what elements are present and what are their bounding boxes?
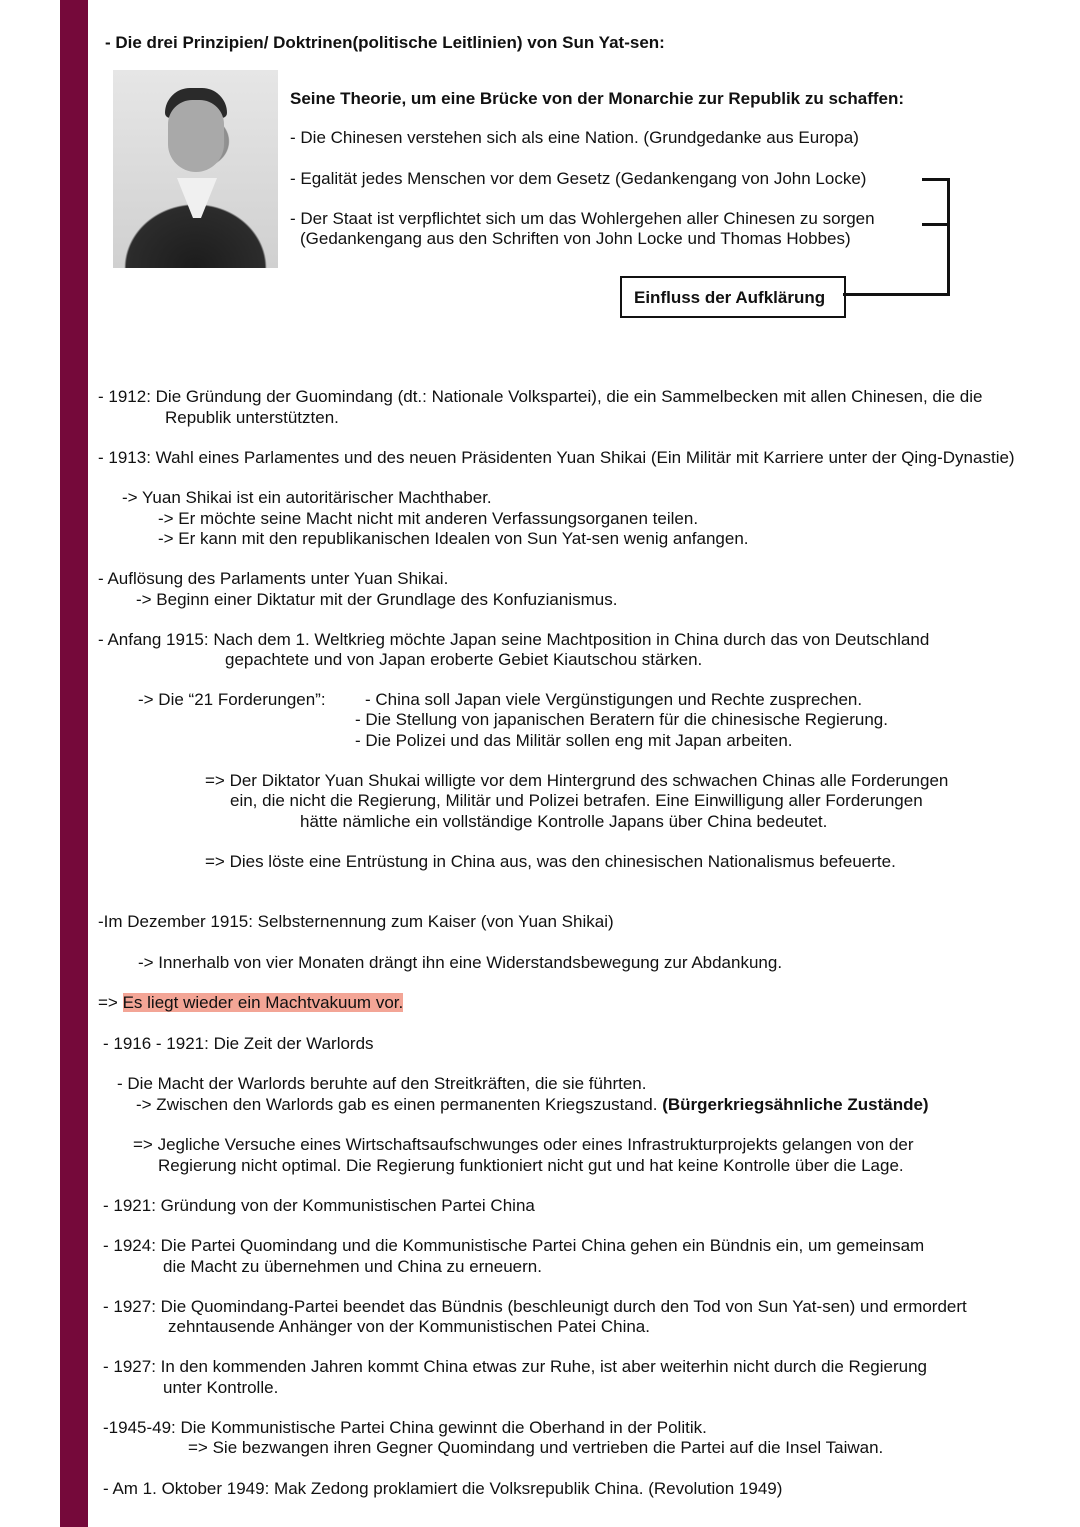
- bold-note: (Bürgerkriegsähnliche Zustände): [662, 1095, 929, 1114]
- timeline-line: -1945-49: Die Kommunistische Partei China gewinnt die Oberhand in der Politik.: [103, 1418, 707, 1437]
- portrait-photo-sun-yat-sen: [113, 70, 278, 268]
- timeline-line: -> Yuan Shikai ist ein autoritärischer Machthaber.: [122, 488, 492, 507]
- timeline-line: - Die Polizei und das Militär sollen eng mit Japan arbeiten.: [355, 731, 793, 750]
- timeline-line: - China soll Japan viele Vergünstigungen und Rechte zusprechen.: [365, 690, 863, 709]
- bracket-line: [947, 178, 950, 296]
- timeline-line: hätte nämliche ein vollständige Kontrolle Japans über China bedeutet.: [300, 812, 828, 831]
- timeline-line: - Auflösung des Parlaments unter Yuan Shikai.: [98, 569, 449, 588]
- theory-point: - Die Chinesen verstehen sich als eine Nation. (Grundgedanke aus Europa): [290, 128, 859, 147]
- enlightenment-box: [620, 276, 846, 318]
- timeline-line: - 1927: Die Quomindang-Partei beendet das Bündnis (beschleunigt durch den Tod von Sun Yat-sen) und ermordert: [103, 1297, 967, 1316]
- timeline-line: => Dies löste eine Entrüstung in China aus, was den chinesischen Nationalismus befeuerte.: [205, 852, 896, 871]
- timeline-line: unter Kontrolle.: [163, 1378, 279, 1397]
- timeline-line: => Sie bezwangen ihren Gegner Quomindang und vertrieben die Partei auf die Insel Taiwan.: [188, 1438, 884, 1457]
- timeline-line: Republik unterstützten.: [165, 408, 339, 427]
- timeline-text: -> Zwischen den Warlords gab es einen permanenten Kriegszustand.: [136, 1095, 663, 1114]
- timeline-line: - Am 1. Oktober 1949: Mak Zedong proklamiert die Volksrepublik China. (Revolution 1949): [103, 1479, 783, 1498]
- timeline-line: - 1912: Die Gründung der Guomindang (dt.: Nationale Volkspartei), die ein Sammelbecken mit allen Chinesen, die die: [98, 387, 983, 406]
- theory-point: - Egalität jedes Menschen vor dem Gesetz (Gedankengang von John Locke): [290, 169, 867, 188]
- timeline-line: - Anfang 1915: Nach dem 1. Weltkrieg möchte Japan seine Machtposition in China durch das von Deutschland: [98, 630, 930, 649]
- timeline-line: => Der Diktator Yuan Shukai willigte vor dem Hintergrund des schwachen Chinas alle Forderungen: [205, 771, 949, 790]
- highlighted-text: Es liegt wieder ein Machtvakuum vor.: [122, 993, 404, 1012]
- timeline-line: => Jegliche Versuche eines Wirtschaftsaufschwunges oder eines Infrastrukturprojekts gelangen von der: [133, 1135, 914, 1154]
- portrait-collar: [177, 178, 217, 218]
- timeline-line: -Im Dezember 1915: Selbsternennung zum Kaiser (von Yuan Shikai): [98, 912, 614, 931]
- bracket-line: [843, 293, 950, 296]
- bracket-line: [922, 223, 950, 226]
- theory-point: - Der Staat ist verpflichtet sich um das Wohlergehen aller Chinesen zu sorgen: [290, 209, 875, 228]
- timeline-line: -> Die “21 Forderungen”:: [138, 690, 326, 709]
- bracket-line: [922, 178, 950, 181]
- timeline-line: ein, die nicht die Regierung, Militär und Polizei betrafen. Eine Einwilligung aller Forderungen: [230, 791, 923, 810]
- timeline-line: - Die Macht der Warlords beruhte auf den Streitkräften, die sie führten.: [117, 1074, 647, 1093]
- timeline-line: -> Beginn einer Diktatur mit der Grundlage des Konfuzianismus.: [136, 590, 618, 609]
- timeline-line: -> Er möchte seine Macht nicht mit anderen Verfassungsorganen teilen.: [158, 509, 699, 528]
- timeline-line: -> Er kann mit den republikanischen Idealen von Sun Yat-sen wenig anfangen.: [158, 529, 749, 548]
- portrait-face: [168, 100, 224, 172]
- timeline-line: - 1913: Wahl eines Parlamentes und des neuen Präsidenten Yuan Shikai (Ein Militär mit Karriere unter der Qing-Dynastie): [98, 448, 1015, 467]
- timeline-line: die Macht zu übernehmen und China zu erneuern.: [163, 1257, 542, 1276]
- timeline-line: - 1924: Die Partei Quomindang und die Kommunistische Partei China gehen ein Bündnis ein, um gemeinsam: [103, 1236, 925, 1255]
- timeline-line: zehntausende Anhänger von der Kommunistischen Patei China.: [168, 1317, 650, 1336]
- section-title: - Die drei Prinzipien/ Doktrinen(politische Leitlinien) von Sun Yat-sen:: [105, 33, 665, 52]
- timeline-line: - 1921: Gründung von der Kommunistischen Partei China: [103, 1196, 535, 1215]
- theory-point-cont: (Gedankengang aus den Schriften von John Locke und Thomas Hobbes): [300, 229, 851, 248]
- theory-heading: Seine Theorie, um eine Brücke von der Monarchie zur Republik zu schaffen:: [290, 89, 905, 108]
- timeline-line: -> Innerhalb von vier Monaten drängt ihn eine Widerstandsbewegung zur Abdankung.: [138, 953, 783, 972]
- timeline-line: Regierung nicht optimal. Die Regierung funktioniert nicht gut und hat keine Kontrolle über die Lage.: [158, 1156, 904, 1175]
- arrow-prefix: =>: [98, 993, 123, 1012]
- sidebar-accent-bar: [60, 0, 88, 1527]
- timeline-line: [98, 992, 403, 1014]
- timeline-line: gepachtete und von Japan eroberte Gebiet Kiautschou stärken.: [225, 650, 703, 669]
- enlightenment-label: Einfluss der Aufklärung: [634, 288, 826, 307]
- timeline-line: - 1916 - 1921: Die Zeit der Warlords: [103, 1034, 374, 1053]
- timeline-line: [136, 1094, 929, 1116]
- timeline-line: - Die Stellung von japanischen Beratern für die chinesische Regierung.: [355, 710, 888, 729]
- timeline-line: - 1927: In den kommenden Jahren kommt China etwas zur Ruhe, ist aber weiterhin nicht durch die Regierung: [103, 1357, 927, 1376]
